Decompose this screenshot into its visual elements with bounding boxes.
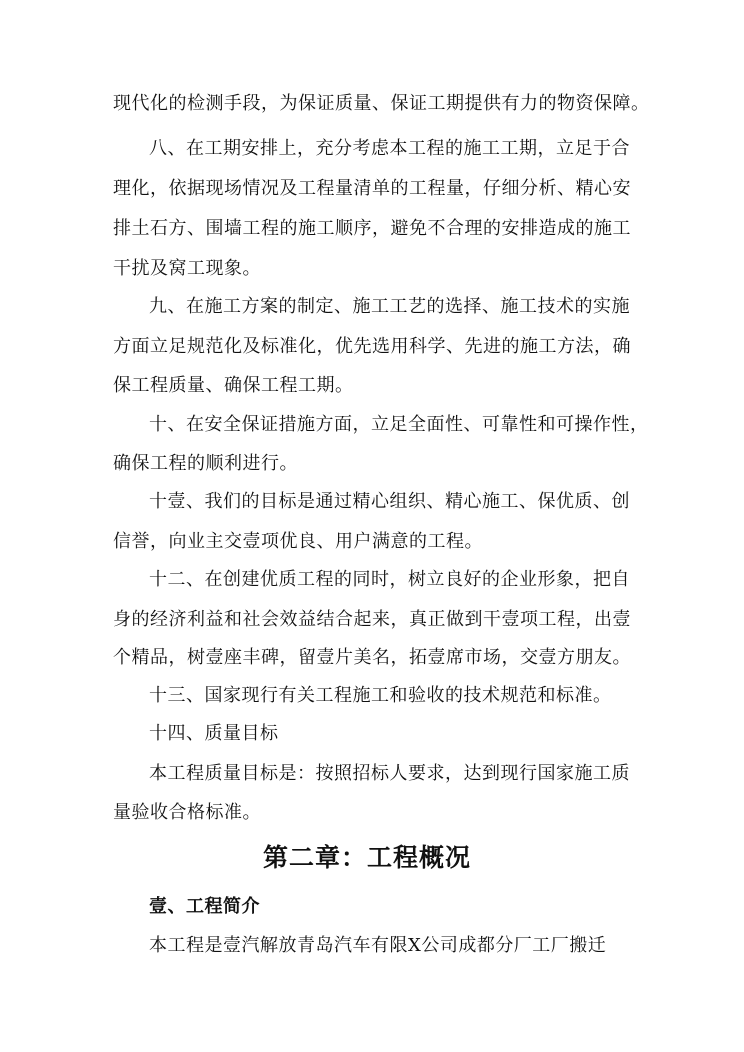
paragraph-line-14: 身的经济利益和社会效益结合起来，真正做到干壹项工程，出壹	[113, 609, 631, 630]
section-heading: 壹、工程简介	[149, 896, 260, 917]
paragraph-line-15: 个精品，树壹座丰碑，留壹片美名，拓壹席市场，交壹方朋友。	[113, 647, 631, 668]
paragraph-line-7: 方面立足规范化及标准化，优先选用科学、先进的施工方法，确	[113, 336, 631, 357]
paragraph-line-13: 十二、在创建优质工程的同时，树立良好的企业形象，把自	[149, 569, 630, 590]
paragraph-line-2: 八、在工期安排上，充分考虑本工程的施工工期，立足于合	[149, 138, 630, 159]
paragraph-line-18: 本工程质量目标是：按照招标人要求，达到现行国家施工质	[149, 763, 630, 784]
paragraph-line-17: 十四、质量目标	[149, 723, 279, 744]
paragraph-line-9: 十、在安全保证措施方面，立足全面性、可靠性和可操作性，	[149, 414, 649, 435]
paragraph-line-6: 九、在施工方案的制定、施工工艺的选择、施工技术的实施	[149, 296, 630, 317]
paragraph-line-16: 十三、国家现行有关工程施工和验收的技术规范和标准。	[149, 685, 612, 706]
paragraph-line-19: 量验收合格标准。	[113, 802, 261, 823]
chapter-heading: 第二章：工程概况	[263, 843, 472, 872]
paragraph-line-1: 现代化的检测手段，为保证质量、保证工期提供有力的物资保障。	[113, 93, 650, 114]
paragraph-line-final: 本工程是壹汽解放青岛汽车有限X公司成都分厂工厂搬迁	[149, 935, 607, 956]
paragraph-line-3: 理化，依据现场情况及工程量清单的工程量，仔细分析、精心安	[113, 178, 631, 199]
paragraph-line-10: 确保工程的顺利进行。	[113, 453, 298, 474]
paragraph-line-11: 十壹、我们的目标是通过精心组织、精心施工、保优质、创	[149, 491, 630, 512]
paragraph-line-4: 排土石方、围墙工程的施工顺序，避免不合理的安排造成的施工	[113, 218, 631, 239]
paragraph-line-5: 干扰及窝工现象。	[113, 258, 261, 279]
paragraph-line-8: 保工程质量、确保工程工期。	[113, 375, 354, 396]
paragraph-line-12: 信誉，向业主交壹项优良、用户满意的工程。	[113, 531, 483, 552]
